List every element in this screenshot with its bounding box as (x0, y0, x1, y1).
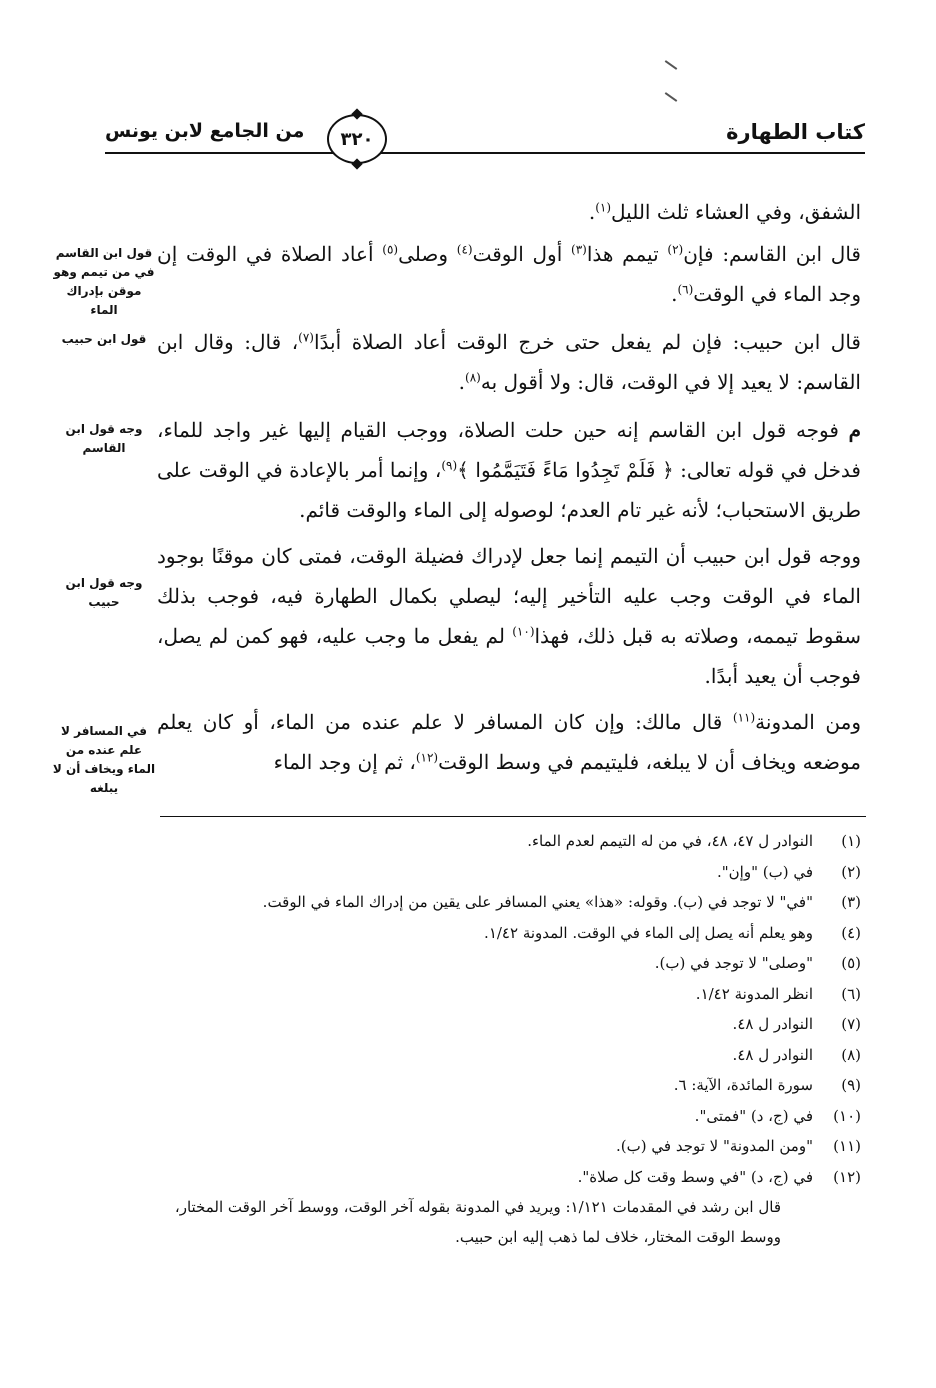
footnote-ref: (٢) (667, 242, 684, 257)
footnote-text: النوادر ل ٤٧، ٤٨، في من له التيمم لعدم الماء. (527, 832, 813, 850)
footnote (151, 948, 861, 979)
footnote-number: (٥) (841, 954, 861, 972)
section-mark: م (848, 418, 861, 442)
paragraph-text: ومن المدونة (755, 710, 861, 734)
footnote-number: (١) (841, 832, 861, 850)
footnote-number: (٩) (841, 1076, 861, 1094)
paragraph-text: أعاد الصلاة في الوقت إن وجد الماء في الوقت (157, 242, 861, 306)
scan-mark (665, 60, 678, 70)
footnotes (151, 826, 861, 1252)
running-header (105, 112, 865, 162)
footnote (151, 887, 861, 918)
book-title: كتاب الطهارة (726, 120, 865, 144)
footnote-text: النوادر ل ٤٨. (732, 1015, 813, 1033)
footnote (151, 826, 861, 857)
paragraph-text: . (671, 282, 678, 306)
footnote-separator (160, 816, 866, 817)
footnote-number: (١١) (833, 1137, 861, 1155)
paragraph-2 (157, 234, 861, 314)
footnote-number: (٨) (841, 1045, 861, 1064)
page-number: ٣٢٠ (327, 114, 387, 164)
source-title: من الجامع لابن يونس (105, 120, 305, 142)
footnote-ref: (٤) (456, 242, 473, 257)
margin-note: قول ابن القاسم في من تيمم وهو موقن بإدراك الماء (53, 246, 155, 317)
footnote-number: (٢) (841, 862, 861, 881)
footnote-ref: (١) (595, 200, 612, 215)
paragraph-text: ووجه قول ابن حبيب أن التيمم إنما جعل لإدراك فضيلة الوقت، فمتى كان موقنًا بوجود الماء في الوقت وجب عليه التأخير إليه؛ ليصلي بكمال الطهارة فيه، فوجب بذلك سقوط تيممه، وصلاته به قبل ذلك، فهذا (157, 544, 861, 648)
paragraph-text: ، وإنما أمر بالإعادة في الوقت على طريق الاستحباب؛ لأنه غير تام العدم؛ لوصوله إلى الماء والوقت قائم. (157, 458, 861, 522)
paragraph-3 (157, 322, 861, 402)
paragraph-text: قال ابن حبيب: فإن لم يفعل حتى خرج الوقت أعاد الصلاة أبدًا (313, 330, 861, 354)
paragraph-6 (157, 702, 861, 782)
footnote-ref: (٥) (382, 242, 399, 257)
margin-note: وجه قول ابن القاسم (65, 422, 143, 455)
footnote-text: في (ج، د) "في وسط وقت كل صلاة". (577, 1167, 813, 1186)
footnote-ref: (٣) (571, 242, 587, 257)
paragraph-text: ، ثم إن وجد الماء (273, 750, 416, 774)
footnote (151, 1009, 861, 1040)
paragraph-text: قال ابن القاسم: فإن (683, 242, 861, 266)
footnote-ref: (٧) (298, 330, 314, 345)
paragraph-1 (157, 192, 861, 232)
footnote (151, 1070, 861, 1101)
footnote-text: وهو يعلم أنه يصل إلى الماء في الوقت. المدونة ١/٤٢. (484, 923, 813, 942)
footnote-text: انظر المدونة ١/٤٢. (695, 984, 813, 1003)
footnote-ref: (١١) (732, 710, 756, 725)
paragraph-5 (157, 536, 861, 696)
footnote-number: (١٢) (833, 1167, 861, 1186)
footnote (151, 857, 861, 888)
footnote (151, 979, 861, 1010)
paragraph-text: أول الوقت (472, 242, 572, 266)
paragraph-text: فوجه قول ابن القاسم إنه حين حلت الصلاة، ووجب القيام إليها غير واجد للماء، فدخل في قوله تعالى: ﴿ فَلَمْ تَجِدُوا مَاءً فَتَيَمَّمُوا ﴾ (157, 418, 861, 482)
paragraph-4 (157, 410, 861, 530)
header-rule (105, 152, 865, 154)
margin-note: وجه قول ابن حبيب (65, 576, 143, 609)
footnote-continuation: قال ابن رشد في المقدمات ١/١٢١: ويريد في المدونة بقوله آخر الوقت، ووسط آخر الوقت المختار، ووسط الوقت المختار، خلاف لما ذهب إليه ابن حبيب. (174, 1198, 781, 1246)
footnote-number: (٦) (841, 984, 861, 1003)
paragraph-text: وصلى (398, 242, 457, 266)
footnote (151, 1162, 861, 1193)
footnote-ref: (١٢) (415, 750, 439, 765)
footnote-ref: (٦) (677, 282, 694, 297)
footnote-text: "ومن المدونة" لا توجد في (ب). (616, 1137, 813, 1155)
footnote-text: في (ب) "وإن". (716, 862, 813, 881)
paragraph-text: تيمم هذا (586, 242, 668, 266)
footnote-text: "وصلى" لا توجد في (ب). (654, 954, 813, 972)
footnote-number: (٧) (841, 1015, 861, 1033)
paragraph-text: قال مالك: وإن كان المسافر لا علم عنده من الماء، أو كان يعلم موضعه ويخاف أن لا يبلغه، فليتيمم في وسط الوقت (157, 710, 861, 774)
paragraph-text: . (588, 200, 596, 224)
footnote (151, 918, 861, 949)
footnote (151, 1040, 861, 1071)
paragraph-text: ، قال: وقال ابن القاسم: لا يعيد إلا في الوقت، قال: ولا أقول به (157, 330, 861, 394)
paragraph-text: . (458, 370, 466, 394)
margin-note: قول ابن حبيب (61, 332, 147, 346)
main-text (157, 192, 861, 784)
footnote-ref: (٩) (441, 458, 458, 473)
paragraph-text: لم يفعل ما وجب عليه، فهو كمن لم يصل، فوجب أن يعيد أبدًا. (157, 624, 861, 688)
footnote-ref: (٨) (465, 370, 481, 385)
footnote-number: (١٠) (833, 1106, 861, 1125)
footnote-number: (٣) (841, 893, 861, 911)
footnote-text: في (ج، د) "فمتى". (694, 1106, 813, 1125)
footnote-text: النوادر ل ٤٨. (732, 1045, 813, 1064)
margin-note: في المسافر لا علم عنده من الماء ويخاف أن لا يبلغه (52, 724, 156, 795)
footnote-number: (٤) (841, 923, 861, 942)
footnote (151, 1131, 861, 1162)
paragraph-text: الشفق، وفي العشاء ثلث الليل (611, 200, 861, 224)
footnote-text: "في" لا توجد في (ب). وقوله: «هذا» يعني المسافر على يقين من إدراك الماء في الوقت. (262, 893, 813, 911)
footnote-ref: (١٠) (512, 624, 535, 639)
scan-mark (665, 92, 678, 102)
footnote-text: سورة المائدة، الآية: ٦. (673, 1076, 813, 1094)
footnote (151, 1101, 861, 1132)
